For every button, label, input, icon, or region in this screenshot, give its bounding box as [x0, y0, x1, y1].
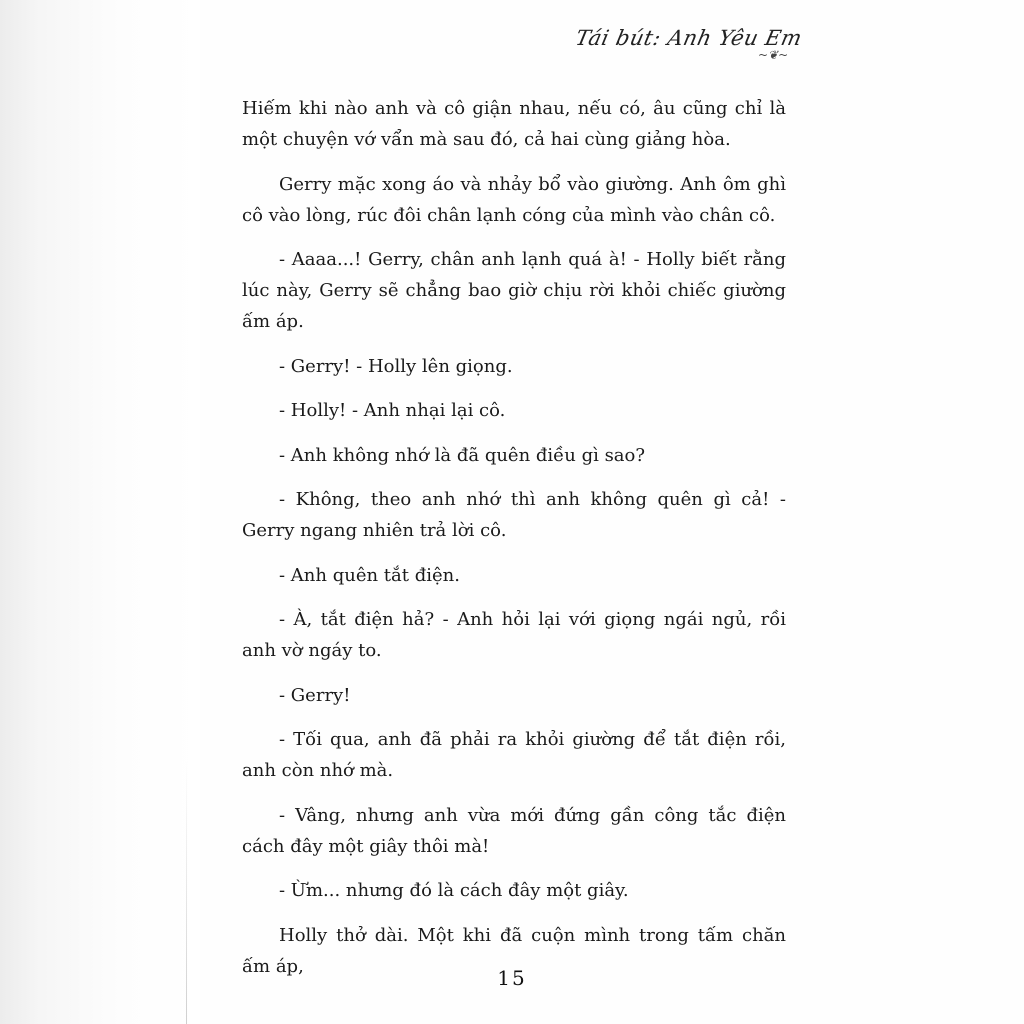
page-binding-shadow: [0, 0, 200, 1024]
paragraph: - Anh không nhớ là đã quên điều gì sao?: [279, 444, 646, 466]
paragraph: Hiếm khi nào anh và cô giận nhau, nếu có, âu cũng chỉ là một chuyện vớ vẩn mà sau đó, cả hai cùng giảng hòa.: [242, 98, 786, 150]
paragraph: - À, tắt điện hả? - Anh hỏi lại với giọng ngái ngủ, rồi anh vờ ngáy to.: [242, 609, 786, 661]
header-flourish-icon: ~❦~: [758, 48, 789, 62]
paragraph: Gerry mặc xong áo và nhảy bổ vào giường. Anh ôm ghì cô vào lòng, rúc đôi chân lạnh cóng của mình vào chân cô.: [242, 173, 786, 226]
running-header: Tái bút: Anh Yêu Em: [573, 26, 805, 50]
page-number: 15: [497, 966, 527, 990]
paragraph: - Anh quên tắt điện.: [279, 564, 460, 586]
paragraph: - Holly! - Anh nhại lại cô.: [279, 400, 506, 421]
paragraph: - Gerry!: [279, 684, 351, 706]
paragraph: - Vâng, nhưng anh vừa mới đứng gần công tắc điện cách đây một giây thôi mà!: [242, 804, 786, 857]
paragraph: - Ừm... nhưng đó là cách đây một giây.: [279, 880, 629, 901]
paragraph: - Tối qua, anh đã phải ra khỏi giường để tắt điện rồi, anh còn nhớ mà.: [242, 729, 786, 781]
paragraph: - Aaaa...! Gerry, chân anh lạnh quá à! - Holly biết rằng lúc này, Gerry sẽ chẳng bao giờ chịu rời khỏi chiếc giường ấm áp.: [242, 249, 786, 332]
paragraph: - Không, theo anh nhớ thì anh không quên gì cả! - Gerry ngang nhiên trả lời cô.: [242, 489, 786, 541]
paragraph: - Gerry! - Holly lên giọng.: [279, 355, 513, 377]
body-text: [242, 93, 786, 995]
paragraph: Holly thở dài. Một khi đã cuộn mình trong tấm chăn ấm áp,: [242, 924, 786, 977]
